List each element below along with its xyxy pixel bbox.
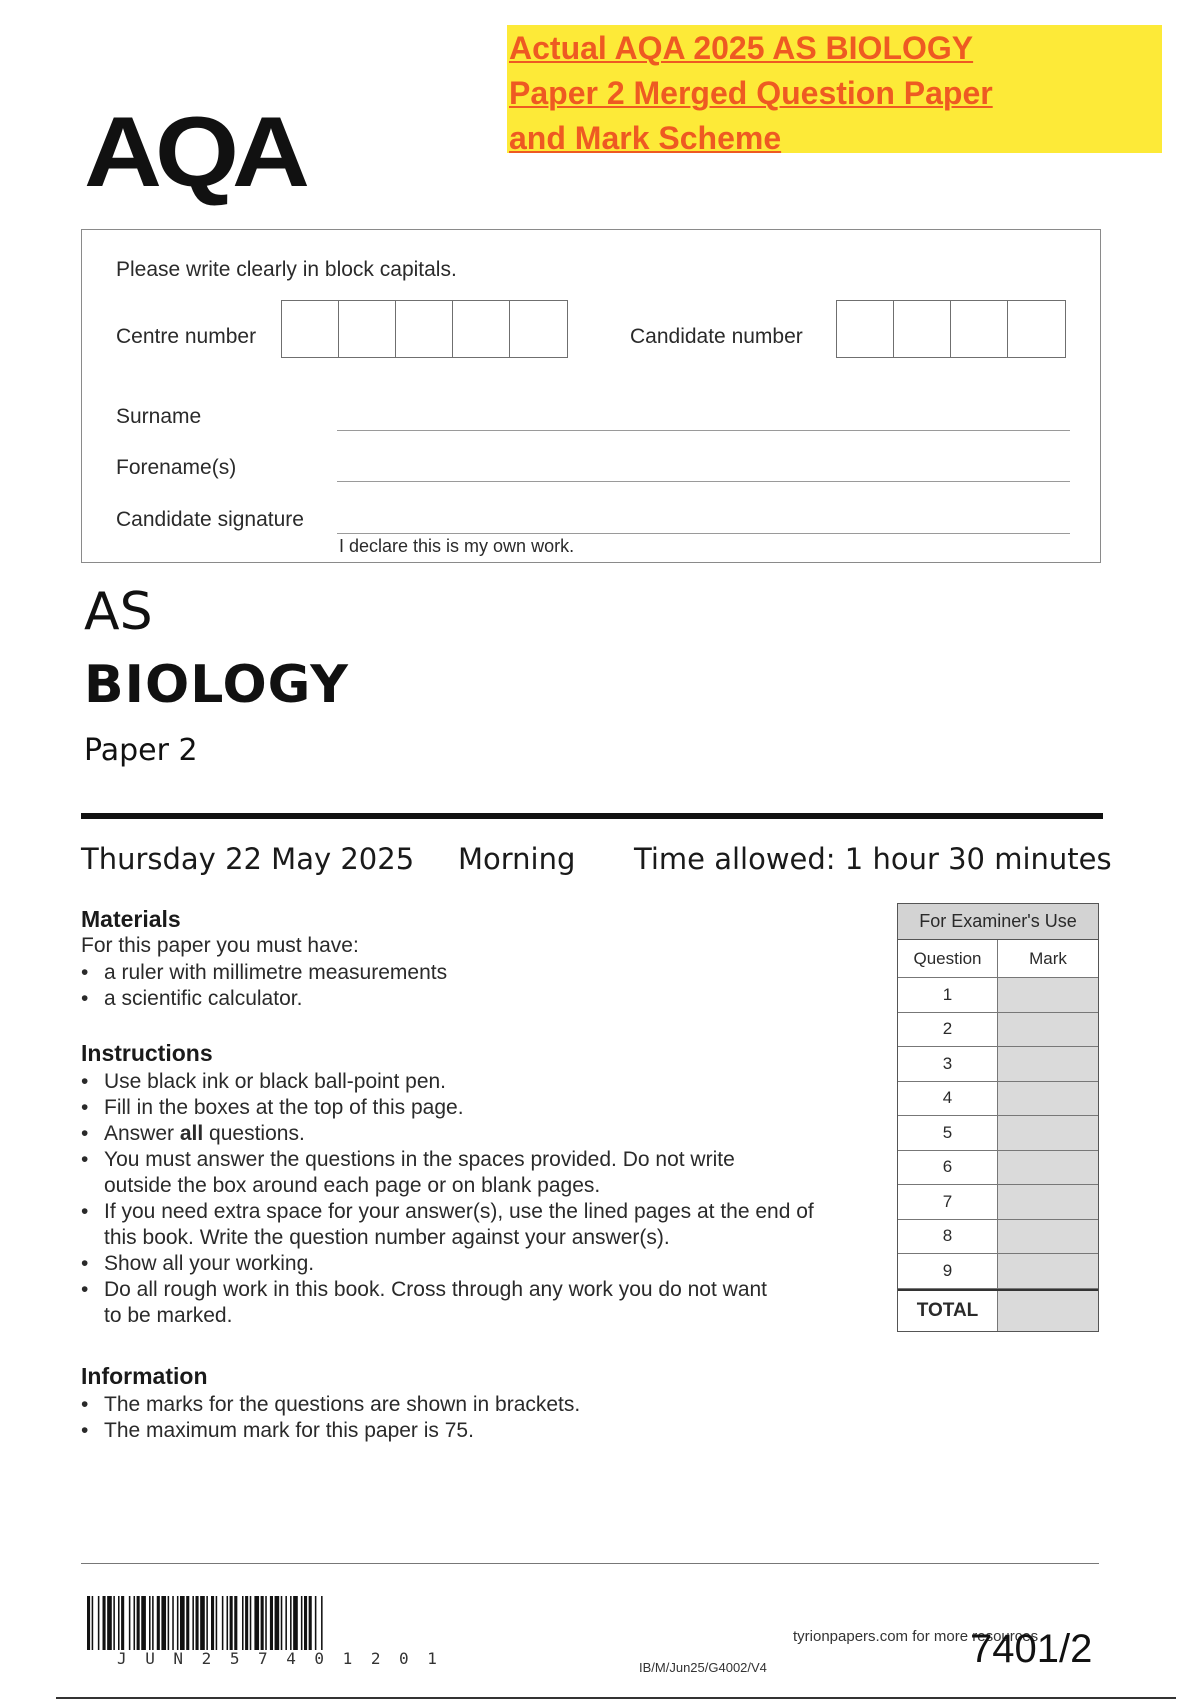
list-line: • You must answer the questions in the spaces provided. Do not write bbox=[104, 1148, 735, 1171]
information-list bbox=[81, 1392, 580, 1444]
centre-number-label: Centre number bbox=[116, 325, 257, 348]
barcode-digit: U bbox=[145, 1649, 155, 1668]
centre-number-digit[interactable] bbox=[510, 301, 567, 357]
table-row bbox=[898, 1151, 1098, 1186]
barcode-digit: N bbox=[173, 1649, 184, 1668]
list-line: outside the box around each page or on blank pages. bbox=[104, 1174, 601, 1197]
question-number: 5 bbox=[898, 1116, 998, 1150]
table-row bbox=[898, 1185, 1098, 1220]
subject-title: BIOLOGY bbox=[84, 655, 349, 715]
table-row bbox=[898, 1220, 1098, 1255]
list-item bbox=[81, 1147, 814, 1199]
banner-line: Paper 2 Merged Question Paper bbox=[509, 75, 993, 111]
list-line: this book. Write the question number against your answer(s). bbox=[104, 1226, 670, 1249]
block-capitals-instruction: Please write clearly in block capitals. bbox=[116, 258, 457, 281]
materials-list bbox=[81, 960, 447, 1012]
candidate-number-boxes[interactable] bbox=[836, 300, 1066, 358]
examiner-table-header bbox=[898, 940, 1098, 978]
question-number: 4 bbox=[898, 1082, 998, 1116]
question-number: 7 bbox=[898, 1185, 998, 1219]
candidate-number-digit[interactable] bbox=[837, 301, 894, 357]
candidate-number-digit[interactable] bbox=[1008, 301, 1065, 357]
title-banner bbox=[507, 25, 1162, 156]
declaration-text: I declare this is my own work. bbox=[339, 536, 575, 556]
table-row bbox=[898, 1013, 1098, 1048]
total-label: TOTAL bbox=[898, 1291, 998, 1331]
list-item: • Use black ink or black ball-point pen. bbox=[81, 1069, 814, 1095]
footer-divider bbox=[81, 1563, 1099, 1564]
mark-cell[interactable] bbox=[998, 1151, 1098, 1185]
barcode-digit: 4 bbox=[286, 1649, 296, 1668]
barcode-digit: 2 bbox=[370, 1649, 381, 1668]
barcode-digit: 5 bbox=[229, 1649, 240, 1668]
candidate-number-digit[interactable] bbox=[951, 301, 1008, 357]
question-number: 1 bbox=[898, 978, 998, 1012]
question-number: 8 bbox=[898, 1220, 998, 1254]
barcode-digit: 2 bbox=[201, 1649, 212, 1668]
list-item: • The maximum mark for this paper is 75. bbox=[81, 1418, 580, 1444]
surname-label: Surname bbox=[116, 405, 202, 428]
forenames-field[interactable] bbox=[337, 481, 1070, 482]
list-item: • Fill in the boxes at the top of this page. bbox=[81, 1095, 814, 1121]
barcode-digit: 0 bbox=[314, 1649, 325, 1668]
mark-cell[interactable] bbox=[998, 1185, 1098, 1219]
list-item bbox=[81, 1199, 814, 1251]
centre-number-boxes[interactable] bbox=[281, 300, 568, 358]
paper-code: 7401/2 bbox=[970, 1627, 1093, 1671]
centre-number-digit[interactable] bbox=[396, 301, 453, 357]
qualification-level: AS bbox=[84, 582, 153, 642]
question-column-header: Question bbox=[898, 940, 998, 977]
candidate-number-label: Candidate number bbox=[630, 325, 803, 348]
list-item: • a scientific calculator. bbox=[81, 986, 447, 1012]
candidate-details-box bbox=[81, 229, 1101, 563]
mark-cell[interactable] bbox=[998, 1047, 1098, 1081]
total-mark-cell[interactable] bbox=[998, 1291, 1098, 1331]
signature-label: Candidate signature bbox=[116, 508, 304, 531]
centre-number-digit[interactable] bbox=[282, 301, 339, 357]
list-item: • a ruler with millimetre measurements bbox=[81, 960, 447, 986]
mark-cell[interactable] bbox=[998, 1254, 1098, 1288]
barcode-digit: 1 bbox=[427, 1649, 437, 1668]
barcode-digit: 0 bbox=[399, 1649, 409, 1668]
barcode-digit: 7 bbox=[258, 1649, 268, 1668]
list-line: • Do all rough work in this book. Cross through any work you do not want bbox=[104, 1278, 768, 1301]
list-line: to be marked. bbox=[104, 1304, 233, 1327]
page-bottom-rule bbox=[56, 1697, 1176, 1699]
list-item bbox=[81, 1277, 814, 1329]
total-row bbox=[898, 1289, 1098, 1331]
mark-cell[interactable] bbox=[998, 1013, 1098, 1047]
mark-cell[interactable] bbox=[998, 1116, 1098, 1150]
list-line: • If you need extra space for your answer(s), use the lined pages at the end of bbox=[104, 1200, 814, 1223]
mark-cell[interactable] bbox=[998, 1082, 1098, 1116]
materials-heading: Materials bbox=[81, 906, 181, 932]
centre-number-digit[interactable] bbox=[453, 301, 510, 357]
instructions-list bbox=[81, 1069, 814, 1329]
question-number: 9 bbox=[898, 1254, 998, 1288]
question-number: 2 bbox=[898, 1013, 998, 1047]
table-row bbox=[898, 978, 1098, 1013]
exam-session: Morning bbox=[458, 842, 576, 876]
candidate-number-digit[interactable] bbox=[894, 301, 951, 357]
barcode-digits bbox=[117, 1649, 437, 1668]
list-item: • The marks for the questions are shown in brackets. bbox=[81, 1392, 580, 1418]
information-heading: Information bbox=[81, 1363, 208, 1389]
barcode-digit: 1 bbox=[342, 1649, 353, 1668]
table-row bbox=[898, 1047, 1098, 1082]
examiner-use-table bbox=[897, 903, 1099, 1332]
answer-all-text: Answer all questions. bbox=[104, 1122, 305, 1145]
question-number: 6 bbox=[898, 1151, 998, 1185]
signature-field[interactable] bbox=[337, 533, 1070, 534]
materials-intro: For this paper you must have: bbox=[81, 934, 359, 957]
centre-number-digit[interactable] bbox=[339, 301, 396, 357]
mark-column-header: Mark bbox=[998, 940, 1098, 977]
time-allowed: Time allowed: 1 hour 30 minutes bbox=[634, 842, 1112, 876]
aqa-logo: AQA bbox=[84, 95, 303, 208]
exam-date: Thursday 22 May 2025 bbox=[81, 842, 415, 876]
banner-line: and Mark Scheme bbox=[509, 120, 782, 156]
website-watermark: tyrionpapers.com for more resources bbox=[793, 1628, 1039, 1645]
forenames-label: Forename(s) bbox=[116, 456, 237, 479]
table-row bbox=[898, 1116, 1098, 1151]
examiner-table-title: For Examiner's Use bbox=[898, 904, 1098, 940]
document-reference: IB/M/Jun25/G4002/V4 bbox=[639, 1660, 767, 1675]
question-number: 3 bbox=[898, 1047, 998, 1081]
table-row bbox=[898, 1082, 1098, 1117]
mark-cell[interactable] bbox=[998, 978, 1098, 1012]
barcode bbox=[87, 1596, 471, 1650]
surname-field[interactable] bbox=[337, 430, 1070, 431]
list-item bbox=[81, 1121, 814, 1147]
list-item: • Show all your working. bbox=[81, 1251, 814, 1277]
table-row bbox=[898, 1254, 1098, 1289]
paper-number: Paper 2 bbox=[84, 733, 198, 768]
divider bbox=[81, 813, 1103, 819]
mark-cell[interactable] bbox=[998, 1220, 1098, 1254]
instructions-heading: Instructions bbox=[81, 1040, 213, 1066]
barcode-digit: J bbox=[117, 1649, 127, 1668]
banner-line: Actual AQA 2025 AS BIOLOGY bbox=[509, 30, 974, 66]
